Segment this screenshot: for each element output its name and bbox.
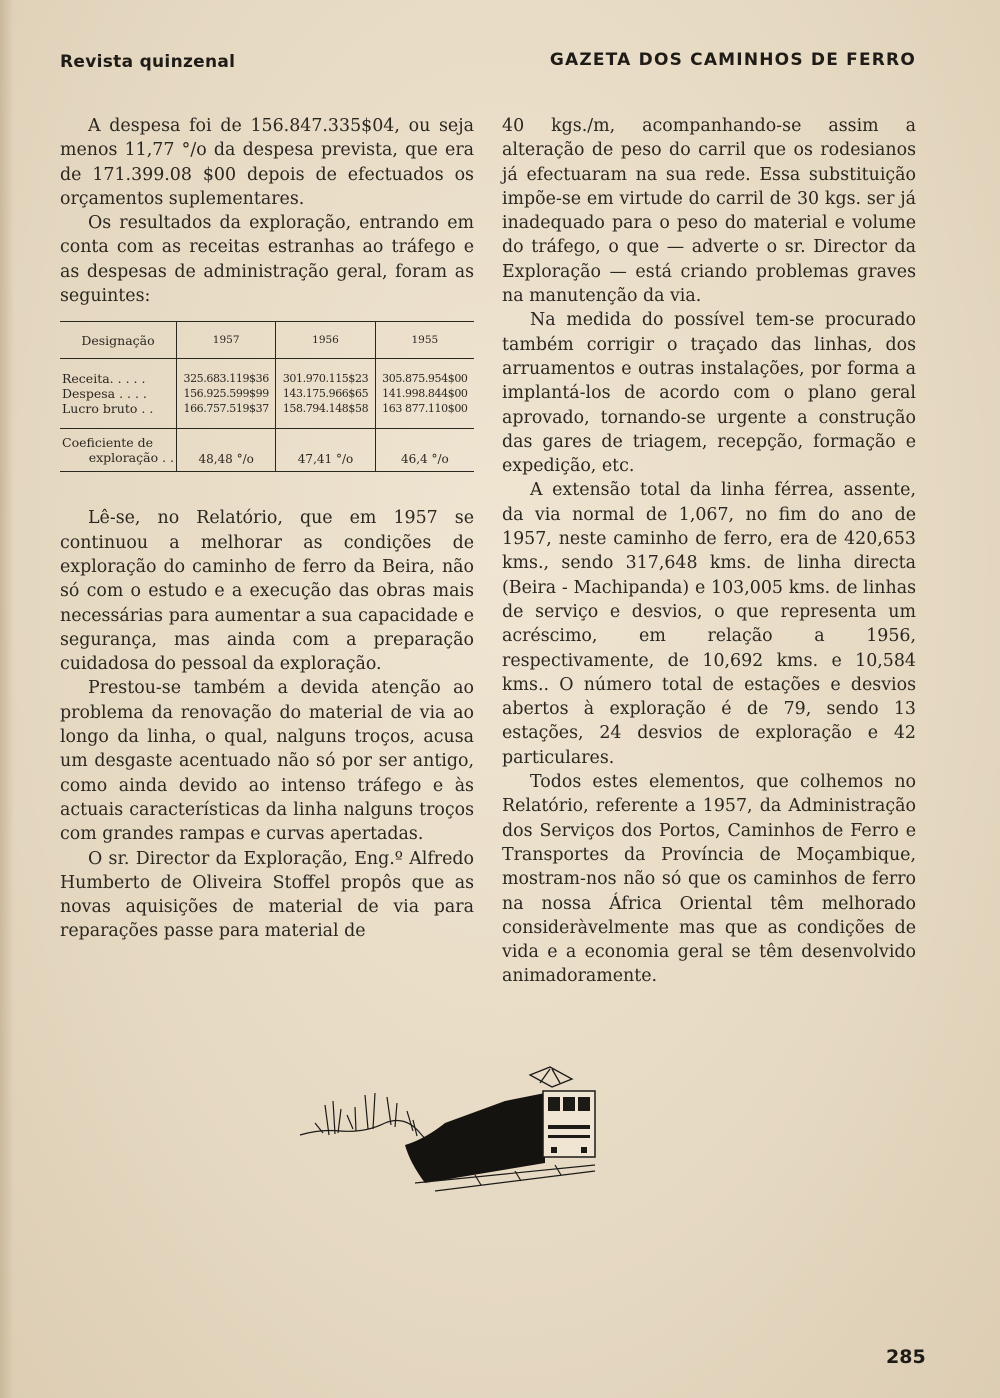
cell: 325.683.119$36 [177,371,276,386]
cell: 143.175.966$65 [276,386,375,401]
paragraph: Todos estes elementos, que colhemos no Relatório, referente a 1957, da Administração dos Serviços dos Portos, Caminhos de Ferro e Transportes da Província de Moçambique, mostram-nos não só que os caminhos de ferro na nossa África Oriental têm melhorado consideràvelmente mas que as condições de vida e a economia geral se têm desenvolvido animadoramente. [502,772,916,987]
paragraph: O sr. Director da Exploração, Eng.º Alfredo Humberto de Oliveira Stoffel propôs que as novas aquisições de material de via para reparações passe para material de [60,848,474,942]
table-row [60,371,474,386]
cell: 305.875.954$00 [375,371,474,386]
page-edge-shadow [0,0,14,1398]
row-label: Despesa . . . . [62,386,147,401]
row-label: Receita. . . . . [62,371,146,386]
running-header-right: GAZETA DOS CAMINHOS DE FERRO [549,50,916,70]
table-row-coeficiente [60,435,474,472]
electric-train-illustration [295,1065,605,1200]
cell: 47,41 °/o [276,435,375,472]
paragraph: Os resultados da exploração, entrando em conta com as receitas estranhas ao tráfego e as despesas de administração geral, foram as seguintes: [60,213,474,307]
cell: 301.970.115$23 [276,371,375,386]
table-header-row [60,322,474,359]
cell: 163 877.110$00 [375,401,474,416]
coef-label-line2: exploração . . [88,450,174,465]
left-column [60,114,474,944]
col-header-1956: 1956 [276,322,375,359]
running-header-left: Revista quinzenal [60,52,236,72]
row-label [60,435,177,472]
cell: 158.794.148$58 [276,401,375,416]
pantograph [530,1067,572,1087]
paragraph: Prestou-se também a devida atenção ao problema da renovação do material de via ao longo da linha, o qual, nalguns troços, acusa um desgaste acentuado não só por ser antigo, como ainda devido ao intenso tráfego e às actuais características da linha nalguns troços com grandes rampas e curvas apertadas. [60,678,474,845]
coef-label-line1: Coeficiente de [62,435,154,450]
paragraph: A despesa foi de 156.847.335$04, ou seja menos 11,77 °/o da despesa prevista, que era de 171.399.08 $00 depois de efectuados os orçamentos suplementares. [60,116,474,209]
col-header-1957: 1957 [177,322,276,359]
cell: 156.925.599$99 [177,386,276,401]
paragraph: Na medida do possível tem-se procurado também corrigir o traçado das linhas, dos arruamentos e outras instalações, por forma a implantá-los de acordo com o plano geral aprovado, tornando-se urgente a construção das gares de triagem, recepção, formação e expedição, etc. [502,310,916,477]
row-label: Lucro bruto . . [62,401,154,416]
table-row [60,401,474,416]
col-header-1955: 1955 [375,322,474,359]
col-header-designacao: Designação [60,322,177,359]
cell: 48,48 °/o [177,435,276,472]
table-row [60,386,474,401]
cell: 166.757.519$37 [177,401,276,416]
cell: 46,4 °/o [375,435,474,472]
paragraph: 40 kgs./m, acompanhando-se assim a alteração de peso do carril que os rodesianos já efectuaram na sua rede. Essa substituição impõe-se em virtude do carril de 30 kgs. ser já inadequado para o peso do material e volume do tráfego, o que — adverte o sr. Director da Exploração — está criando problemas graves na manutenção da via. [502,116,916,307]
page-number: 285 [886,1346,926,1368]
paragraph: Lê-se, no Relatório, que em 1957 se continuou a melhorar as condições de exploração do caminho de ferro da Beira, não só com o estudo e a execução das obras mais necessárias para aumentar a sua capacidade e segurança, mas ainda com a preparação cuidadosa do pessoal da exploração. [60,508,474,675]
results-table [60,321,474,472]
paragraph: A extensão total da linha férrea, assente, da via normal de 1,067, no fim do ano de 1957, neste caminho de ferro, era de 420,653 kms., sendo 317,648 kms. de linha directa (Beira - Machipanda) e 103,005 kms. de linhas de serviço e desvios, o que representa um acréscimo, em relação a 1956, respectivamente, de 10,692 kms. e 10,584 kms.. O número total de estações e desvios abertos à exploração é de 79, sendo 13 estações, 24 desvios de exploração e 42 particulares. [502,480,916,768]
right-column [502,114,916,989]
cell: 141.998.844$00 [375,386,474,401]
train-body-shadow [405,1093,545,1183]
